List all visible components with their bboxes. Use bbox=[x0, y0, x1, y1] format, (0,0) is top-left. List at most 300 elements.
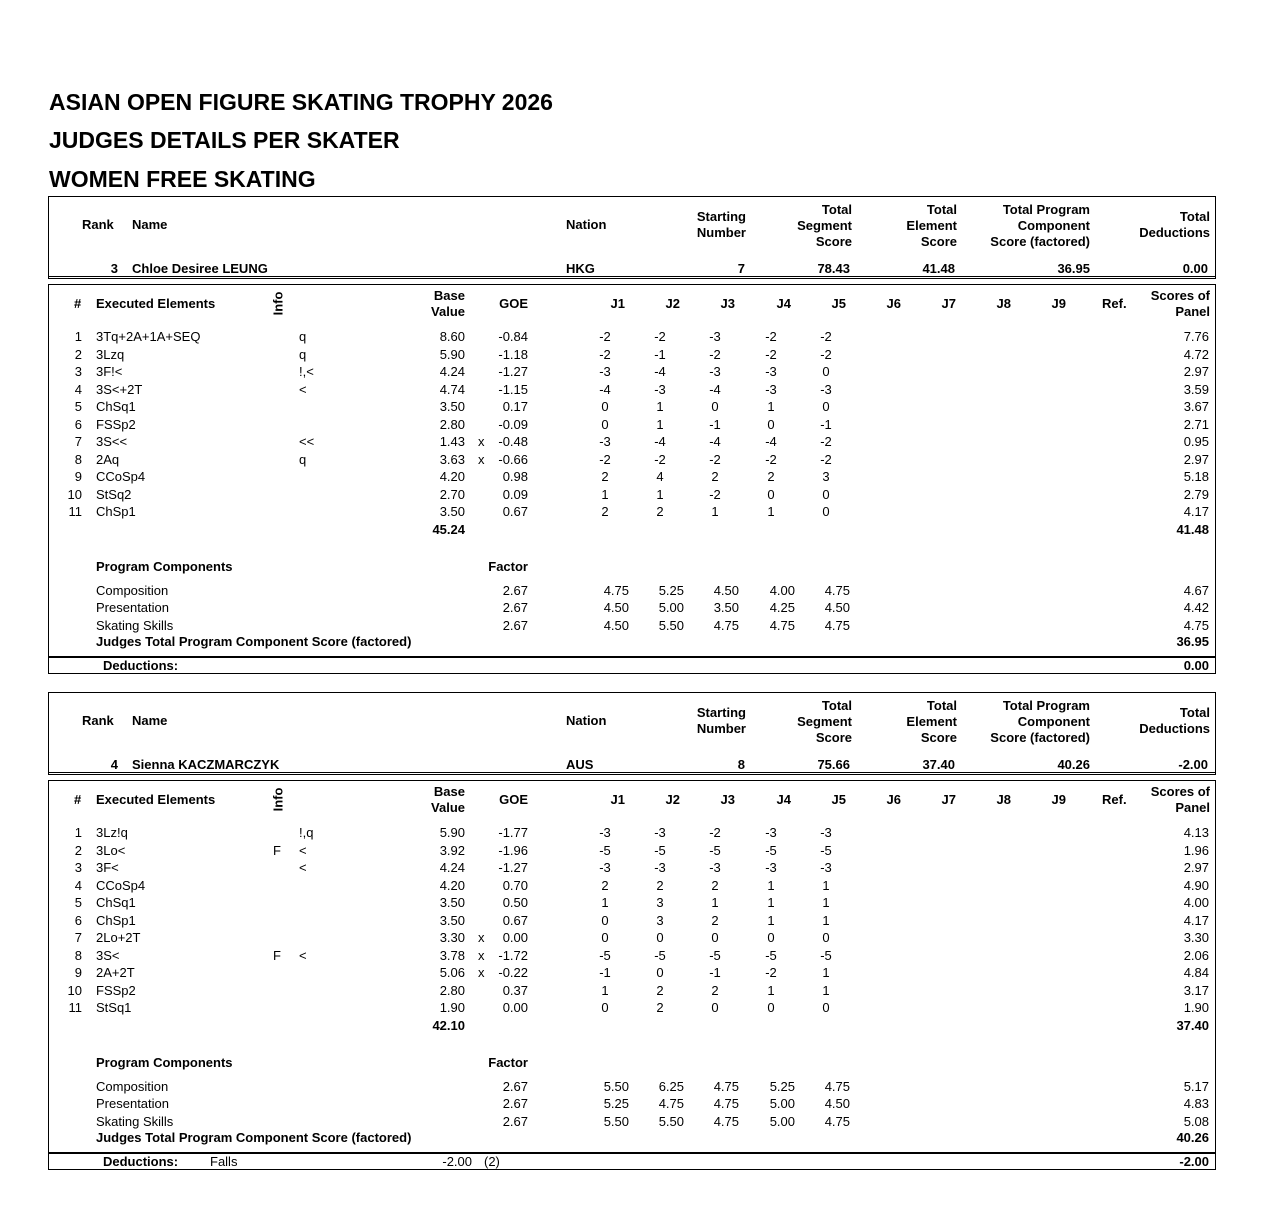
element-judge-score: 3 bbox=[656, 912, 664, 928]
component-judge-score: 4.75 bbox=[603, 582, 629, 598]
ref-header: Ref. bbox=[1102, 296, 1127, 311]
component-judge-score: 4.50 bbox=[824, 1096, 850, 1111]
deduction-count: (2) bbox=[484, 1154, 500, 1169]
element-panel-score: 4.17 bbox=[1183, 504, 1209, 519]
element-judge-score: -3 bbox=[599, 364, 611, 379]
element-judge-score: 2 bbox=[601, 504, 609, 519]
judge-header: J4 bbox=[776, 296, 791, 311]
component-judge-score: 5.00 bbox=[658, 600, 684, 615]
report-subtitle: JUDGES DETAILS PER SKATER bbox=[49, 127, 400, 153]
element-panel-score: 2.97 bbox=[1183, 860, 1209, 875]
element-judge-score: -4 bbox=[654, 434, 666, 449]
element-goe: 0.00 bbox=[502, 1000, 528, 1015]
element-judge-score: 1 bbox=[822, 965, 830, 980]
deduction-value: -2.00 bbox=[442, 1154, 472, 1169]
element-base-value: 2.70 bbox=[439, 486, 465, 502]
element-judge-score: 1 bbox=[767, 504, 775, 519]
element-judge-score: 2 bbox=[656, 982, 664, 998]
element-judge-score: 2 bbox=[656, 1000, 664, 1015]
component-factor: 2.67 bbox=[502, 1078, 528, 1094]
element-number: 7 bbox=[74, 434, 82, 449]
element-info: < bbox=[299, 947, 307, 963]
judge-header: J8 bbox=[996, 296, 1011, 311]
element-base-value: 3.50 bbox=[439, 399, 465, 414]
element-number: 3 bbox=[74, 364, 82, 379]
element-judge-score: -3 bbox=[599, 825, 611, 840]
element-code: 3F!< bbox=[96, 364, 123, 379]
element-code: 3F< bbox=[96, 860, 119, 875]
judge-header: J7 bbox=[941, 792, 956, 807]
element-judge-score: -3 bbox=[654, 825, 666, 840]
judge-header: J2 bbox=[665, 792, 680, 807]
element-judge-score: 2 bbox=[711, 982, 719, 998]
element-code: FSSp2 bbox=[96, 416, 136, 432]
nation-header: Nation bbox=[566, 713, 607, 728]
element-x-marker: x bbox=[478, 965, 485, 980]
element-goe: -0.09 bbox=[498, 416, 528, 432]
element-code: FSSp2 bbox=[96, 982, 136, 998]
element-number: 11 bbox=[68, 1000, 82, 1015]
element-number: 4 bbox=[74, 877, 82, 893]
tss-header: Total Segment Score bbox=[797, 202, 852, 249]
judge-header: J2 bbox=[665, 296, 680, 311]
element-number: 1 bbox=[74, 329, 82, 344]
element-code: CCoSp4 bbox=[96, 877, 146, 893]
element-panel-score: 3.67 bbox=[1183, 399, 1209, 414]
component-panel-score: 4.42 bbox=[1183, 600, 1209, 615]
skater-name: Chloe Desiree LEUNG bbox=[132, 261, 268, 276]
deductions-label: Deductions: bbox=[103, 658, 179, 673]
base-value-header: Base Value bbox=[431, 784, 465, 815]
element-judge-score: -3 bbox=[820, 860, 832, 875]
element-judge-score: -5 bbox=[765, 842, 777, 858]
element-x-marker: x bbox=[478, 930, 485, 945]
element-judge-score: -2 bbox=[709, 451, 721, 467]
executed-elements-header: Executed Elements bbox=[96, 792, 216, 807]
component-judge-score: 5.00 bbox=[769, 1113, 795, 1129]
element-judge-score: 0 bbox=[656, 930, 664, 945]
total-deductions-header: Total Deductions bbox=[1139, 209, 1210, 240]
element-goe: -1.27 bbox=[498, 364, 528, 379]
element-number: 5 bbox=[74, 399, 82, 414]
element-base-value: 3.50 bbox=[439, 912, 465, 928]
rank-header: Rank bbox=[82, 217, 114, 232]
element-code: 3Lz!q bbox=[96, 825, 128, 840]
element-code: 2Lo+2T bbox=[96, 930, 141, 945]
element-judge-score: -3 bbox=[709, 364, 721, 379]
skater-tss: 75.66 bbox=[817, 757, 850, 772]
element-code: ChSp1 bbox=[96, 504, 136, 519]
element-judge-score: 1 bbox=[822, 877, 830, 893]
component-judge-score: 5.50 bbox=[658, 617, 684, 633]
element-judge-score: -3 bbox=[765, 860, 777, 875]
skater-rank: 4 bbox=[110, 757, 118, 772]
component-judge-score: 4.50 bbox=[713, 582, 739, 598]
element-code: 3Tq+2A+1A+SEQ bbox=[96, 329, 201, 344]
program-components-header: Program Components bbox=[96, 1054, 233, 1070]
element-panel-score: 4.00 bbox=[1183, 895, 1209, 910]
element-panel-score: 0.95 bbox=[1183, 434, 1209, 449]
skater-tpcs: 40.26 bbox=[1057, 757, 1090, 772]
element-goe: 0.17 bbox=[502, 399, 528, 414]
element-judge-score: -4 bbox=[709, 434, 721, 449]
element-judge-score: -5 bbox=[599, 947, 611, 963]
element-goe: 0.67 bbox=[502, 912, 528, 928]
element-panel-score: 4.72 bbox=[1183, 346, 1209, 362]
element-info: << bbox=[299, 434, 315, 449]
component-name: Presentation bbox=[96, 1096, 169, 1111]
element-judge-score: 1 bbox=[656, 416, 664, 432]
element-fall-flag: F bbox=[273, 842, 281, 858]
element-goe: 0.67 bbox=[502, 504, 528, 519]
element-judge-score: -2 bbox=[654, 451, 666, 467]
element-judge-score: 1 bbox=[601, 895, 609, 910]
element-panel-score: 7.76 bbox=[1183, 329, 1209, 344]
element-judge-score: -3 bbox=[709, 860, 721, 875]
element-number: 2 bbox=[74, 842, 82, 858]
rank-header: Rank bbox=[82, 713, 114, 728]
program-components-header: Program Components bbox=[96, 558, 233, 574]
component-factor: 2.67 bbox=[502, 1113, 528, 1129]
element-judge-score: -2 bbox=[709, 825, 721, 840]
element-x-marker: x bbox=[478, 451, 485, 467]
element-number: 1 bbox=[74, 825, 82, 840]
element-judge-score: -1 bbox=[654, 346, 666, 362]
element-goe: -1.18 bbox=[498, 346, 528, 362]
skater-starting-number: 8 bbox=[737, 757, 745, 772]
component-judge-score: 4.75 bbox=[769, 617, 795, 633]
element-judge-score: 1 bbox=[656, 486, 664, 502]
element-code: StSq2 bbox=[96, 486, 132, 502]
element-judge-score: -5 bbox=[654, 947, 666, 963]
element-number: 11 bbox=[68, 504, 82, 519]
element-base-value: 2.80 bbox=[439, 416, 465, 432]
element-judge-score: -2 bbox=[820, 451, 832, 467]
element-judge-score: -2 bbox=[765, 346, 777, 362]
factor-header: Factor bbox=[488, 1054, 528, 1070]
element-number: 9 bbox=[74, 469, 82, 484]
ref-header: Ref. bbox=[1102, 792, 1127, 807]
component-judge-score: 4.50 bbox=[824, 600, 850, 615]
element-goe: 0.98 bbox=[502, 469, 528, 484]
element-goe: 0.00 bbox=[502, 930, 528, 945]
component-judge-score: 6.25 bbox=[658, 1078, 684, 1094]
element-panel-score: 3.59 bbox=[1183, 381, 1209, 397]
element-judge-score: -3 bbox=[765, 364, 777, 379]
deduction-type: Falls bbox=[210, 1154, 238, 1169]
element-judge-score: 2 bbox=[711, 877, 719, 893]
element-judge-score: 1 bbox=[767, 399, 775, 414]
tpcs-header: Total Program Component Score (factored) bbox=[990, 202, 1090, 249]
element-code: ChSq1 bbox=[96, 895, 136, 910]
element-goe: -0.22 bbox=[498, 965, 528, 980]
starting-number-header: Starting Number bbox=[696, 209, 746, 240]
element-goe: -1.96 bbox=[498, 842, 528, 858]
element-number: 2 bbox=[74, 346, 82, 362]
element-goe: -1.77 bbox=[498, 825, 528, 840]
component-judge-score: 4.00 bbox=[769, 582, 795, 598]
element-panel-score: 4.13 bbox=[1183, 825, 1209, 840]
element-panel-score: 1.90 bbox=[1183, 1000, 1209, 1015]
skater-total-deductions: -2.00 bbox=[1178, 757, 1208, 772]
element-judge-score: -1 bbox=[709, 965, 721, 980]
skater-tss: 78.43 bbox=[817, 261, 850, 276]
component-judge-score: 5.25 bbox=[603, 1096, 629, 1111]
element-judge-score: 0 bbox=[822, 486, 830, 502]
element-number: 5 bbox=[74, 895, 82, 910]
element-base-value: 5.90 bbox=[439, 346, 465, 362]
judge-header: J6 bbox=[886, 296, 901, 311]
element-goe: 0.09 bbox=[502, 486, 528, 502]
element-judge-score: -2 bbox=[709, 346, 721, 362]
base-value-total: 42.10 bbox=[432, 1017, 465, 1033]
total-deductions-header: Total Deductions bbox=[1139, 705, 1210, 736]
elements-box bbox=[48, 780, 1216, 1153]
component-judge-score: 4.75 bbox=[824, 582, 850, 598]
component-name: Composition bbox=[96, 582, 169, 598]
element-judge-score: 4 bbox=[656, 469, 664, 484]
segment-title: WOMEN FREE SKATING bbox=[49, 166, 316, 192]
component-name: Presentation bbox=[96, 600, 169, 615]
element-judge-score: 0 bbox=[822, 1000, 830, 1015]
element-panel-score: 2.71 bbox=[1183, 416, 1209, 432]
element-number: 6 bbox=[74, 912, 82, 928]
judges-total-pcs-label: Judges Total Program Component Score (factored) bbox=[96, 634, 412, 649]
element-judge-score: -3 bbox=[709, 329, 721, 344]
judge-header: J1 bbox=[610, 792, 625, 807]
element-judge-score: 0 bbox=[601, 912, 609, 928]
element-judge-score: -3 bbox=[765, 381, 777, 397]
component-factor: 2.67 bbox=[502, 617, 528, 633]
scores-of-panel-header: Scores of Panel bbox=[1150, 784, 1210, 815]
element-judge-score: 1 bbox=[822, 895, 830, 910]
element-judge-score: -2 bbox=[765, 329, 777, 344]
element-fall-flag: F bbox=[273, 947, 281, 963]
element-base-value: 3.50 bbox=[439, 504, 465, 519]
element-judge-score: 3 bbox=[656, 895, 664, 910]
element-judge-score: -2 bbox=[599, 451, 611, 467]
component-panel-score: 5.08 bbox=[1183, 1113, 1209, 1129]
element-judge-score: 0 bbox=[767, 1000, 775, 1015]
elements-total: 37.40 bbox=[1176, 1017, 1209, 1033]
element-judge-score: 1 bbox=[656, 399, 664, 414]
element-info: q bbox=[299, 329, 307, 344]
element-judge-score: 1 bbox=[767, 912, 775, 928]
element-judge-score: 3 bbox=[822, 469, 830, 484]
report-title: ASIAN OPEN FIGURE SKATING TROPHY 2026 bbox=[49, 89, 553, 115]
component-panel-score: 4.75 bbox=[1183, 617, 1209, 633]
element-number: 6 bbox=[74, 416, 82, 432]
element-goe: -0.66 bbox=[498, 451, 528, 467]
element-base-value: 3.78 bbox=[439, 947, 465, 963]
element-x-marker: x bbox=[478, 947, 485, 963]
judge-header: J3 bbox=[720, 296, 735, 311]
element-base-value: 8.60 bbox=[439, 329, 465, 344]
element-number: 8 bbox=[74, 451, 82, 467]
component-judge-score: 5.00 bbox=[769, 1096, 795, 1111]
element-judge-score: 1 bbox=[767, 895, 775, 910]
element-judge-score: -2 bbox=[599, 329, 611, 344]
nation-header: Nation bbox=[566, 217, 607, 232]
element-base-value: 1.90 bbox=[439, 1000, 465, 1015]
judge-header: J4 bbox=[776, 792, 791, 807]
factor-header: Factor bbox=[488, 558, 528, 574]
judge-header: J5 bbox=[831, 792, 846, 807]
component-judge-score: 4.75 bbox=[824, 617, 850, 633]
element-judge-score: 2 bbox=[711, 912, 719, 928]
element-goe: -0.48 bbox=[498, 434, 528, 449]
element-judge-score: 0 bbox=[767, 930, 775, 945]
component-factor: 2.67 bbox=[502, 1096, 528, 1111]
skater-tpcs: 36.95 bbox=[1057, 261, 1090, 276]
element-judge-score: -4 bbox=[709, 381, 721, 397]
tpcs-header: Total Program Component Score (factored) bbox=[990, 698, 1090, 745]
element-judge-score: 1 bbox=[711, 504, 719, 519]
deduction-total: -2.00 bbox=[1179, 1154, 1209, 1169]
component-judge-score: 3.50 bbox=[713, 600, 739, 615]
deduction-total: 0.00 bbox=[1183, 658, 1209, 673]
element-judge-score: -2 bbox=[765, 451, 777, 467]
component-name: Skating Skills bbox=[96, 617, 174, 633]
skater-total-deductions: 0.00 bbox=[1182, 261, 1208, 276]
element-judge-score: -5 bbox=[820, 947, 832, 963]
info-header: Info bbox=[270, 291, 286, 316]
element-judge-score: 1 bbox=[822, 912, 830, 928]
element-code: 3S<+2T bbox=[96, 381, 143, 397]
skater-tes: 41.48 bbox=[922, 261, 955, 276]
element-panel-score: 4.17 bbox=[1183, 912, 1209, 928]
scores-of-panel-header: Scores of Panel bbox=[1150, 288, 1210, 319]
element-base-value: 2.80 bbox=[439, 982, 465, 998]
element-panel-score: 2.06 bbox=[1183, 947, 1209, 963]
element-judge-score: 0 bbox=[822, 399, 830, 414]
component-judge-score: 4.75 bbox=[713, 617, 739, 633]
element-judge-score: 0 bbox=[601, 399, 609, 414]
component-judge-score: 4.50 bbox=[603, 600, 629, 615]
element-base-value: 4.24 bbox=[439, 860, 465, 875]
element-number: 7 bbox=[74, 930, 82, 945]
elements-box bbox=[48, 284, 1216, 657]
judges-total-pcs-value: 36.95 bbox=[1176, 634, 1209, 649]
component-judge-score: 4.50 bbox=[603, 617, 629, 633]
element-judge-score: 0 bbox=[711, 1000, 719, 1015]
element-number: 3 bbox=[74, 860, 82, 875]
element-judge-score: 0 bbox=[822, 930, 830, 945]
element-judge-score: 1 bbox=[767, 982, 775, 998]
element-judge-score: -5 bbox=[765, 947, 777, 963]
skater-nation: AUS bbox=[566, 757, 594, 772]
element-base-value: 3.63 bbox=[439, 451, 465, 467]
element-info: q bbox=[299, 451, 307, 467]
skater-rank: 3 bbox=[110, 261, 118, 276]
element-judge-score: -5 bbox=[820, 842, 832, 858]
element-judge-score: -5 bbox=[654, 842, 666, 858]
element-judge-score: -2 bbox=[820, 434, 832, 449]
element-judge-score: -2 bbox=[709, 486, 721, 502]
element-judge-score: -3 bbox=[599, 860, 611, 875]
judge-header: J3 bbox=[720, 792, 735, 807]
element-code: 2Aq bbox=[96, 451, 120, 467]
component-judge-score: 5.50 bbox=[658, 1113, 684, 1129]
element-panel-score: 1.96 bbox=[1183, 842, 1209, 858]
element-judge-score: -5 bbox=[709, 947, 721, 963]
judges-total-pcs-value: 40.26 bbox=[1176, 1130, 1209, 1145]
element-judge-score: -3 bbox=[820, 825, 832, 840]
element-judge-score: 1 bbox=[822, 982, 830, 998]
element-judge-score: 0 bbox=[601, 416, 609, 432]
element-code: CCoSp4 bbox=[96, 469, 146, 484]
deductions-label: Deductions: bbox=[103, 1154, 179, 1169]
component-judge-score: 4.75 bbox=[824, 1113, 850, 1129]
element-judge-score: -2 bbox=[820, 329, 832, 344]
judge-header: J7 bbox=[941, 296, 956, 311]
header-divider bbox=[48, 276, 1216, 277]
element-code: 2A+2T bbox=[96, 965, 135, 980]
element-base-value: 3.50 bbox=[439, 895, 465, 910]
judge-header: J6 bbox=[886, 792, 901, 807]
component-judge-score: 4.75 bbox=[713, 1096, 739, 1111]
element-base-value: 1.43 bbox=[439, 434, 465, 449]
element-judge-score: 0 bbox=[601, 930, 609, 945]
element-number-header: # bbox=[74, 296, 82, 311]
element-judge-score: -1 bbox=[599, 965, 611, 980]
judge-header: J5 bbox=[831, 296, 846, 311]
element-judge-score: -3 bbox=[654, 381, 666, 397]
element-panel-score: 2.97 bbox=[1183, 364, 1209, 379]
info-header: Info bbox=[270, 787, 286, 812]
element-base-value: 4.24 bbox=[439, 364, 465, 379]
element-judge-score: 0 bbox=[767, 416, 775, 432]
component-factor: 2.67 bbox=[502, 600, 528, 615]
skater-starting-number: 7 bbox=[737, 261, 745, 276]
skater-tes: 37.40 bbox=[922, 757, 955, 772]
element-info: q bbox=[299, 346, 307, 362]
skater-name: Sienna KACZMARCZYK bbox=[132, 757, 280, 772]
element-goe: -1.27 bbox=[498, 860, 528, 875]
element-number: 4 bbox=[74, 381, 82, 397]
element-code: StSq1 bbox=[96, 1000, 132, 1015]
component-judge-score: 5.25 bbox=[769, 1078, 795, 1094]
component-panel-score: 4.83 bbox=[1183, 1096, 1209, 1111]
element-judge-score: 0 bbox=[711, 930, 719, 945]
component-judge-score: 4.75 bbox=[824, 1078, 850, 1094]
element-base-value: 5.90 bbox=[439, 825, 465, 840]
element-judge-score: -3 bbox=[654, 860, 666, 875]
tes-header: Total Element Score bbox=[906, 202, 957, 249]
element-number: 10 bbox=[67, 486, 82, 502]
element-panel-score: 2.97 bbox=[1183, 451, 1209, 467]
judge-header: J1 bbox=[610, 296, 625, 311]
element-panel-score: 2.79 bbox=[1183, 486, 1209, 502]
element-judge-score: 0 bbox=[822, 504, 830, 519]
element-code: 3S< bbox=[96, 947, 120, 963]
element-judge-score: 0 bbox=[767, 486, 775, 502]
element-code: 3Lo< bbox=[96, 842, 126, 858]
element-panel-score: 3.30 bbox=[1183, 930, 1209, 945]
element-judge-score: -3 bbox=[765, 825, 777, 840]
element-judge-score: -5 bbox=[599, 842, 611, 858]
elements-total: 41.48 bbox=[1176, 521, 1209, 537]
executed-elements-header: Executed Elements bbox=[96, 296, 216, 311]
element-judge-score: -2 bbox=[765, 965, 777, 980]
element-judge-score: -1 bbox=[709, 416, 721, 432]
element-panel-score: 5.18 bbox=[1183, 469, 1209, 484]
tss-header: Total Segment Score bbox=[797, 698, 852, 745]
element-base-value: 4.74 bbox=[439, 381, 465, 397]
element-info: !,q bbox=[299, 825, 314, 840]
element-judge-score: 2 bbox=[656, 877, 664, 893]
element-judge-score: 2 bbox=[601, 877, 609, 893]
